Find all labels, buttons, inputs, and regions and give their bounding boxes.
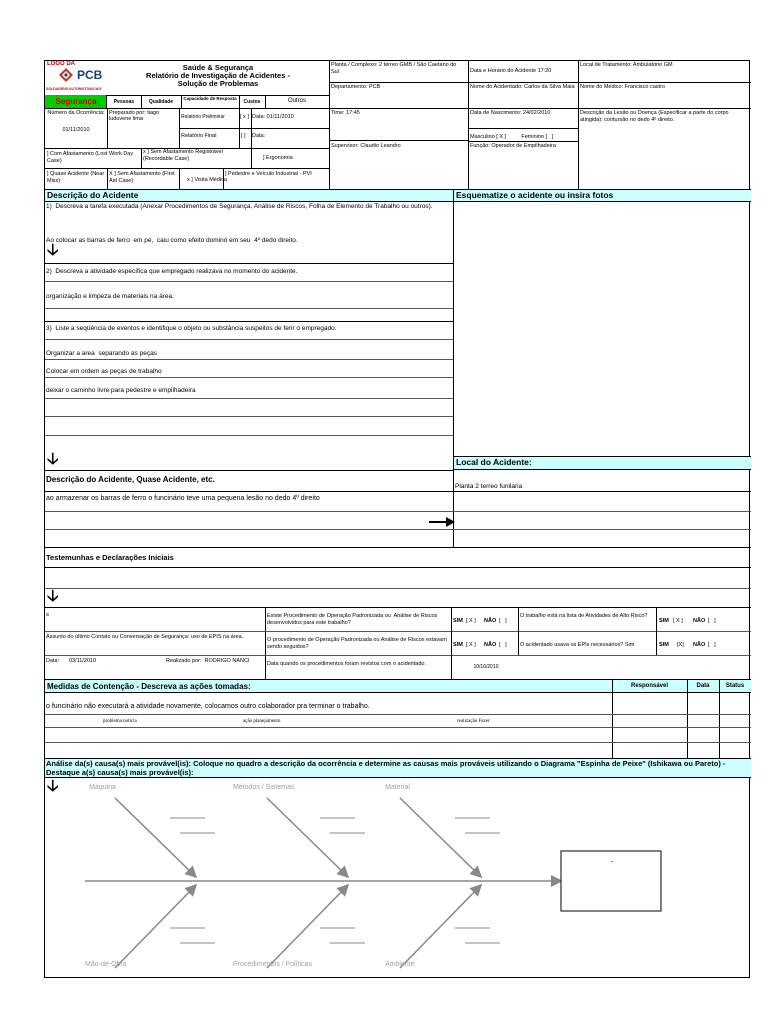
realizado-por: Realizado por: RODRIGO NANCI xyxy=(166,658,250,664)
fishbone-label-material: Material xyxy=(385,784,410,791)
pcb-logo-icon xyxy=(59,68,73,82)
sexo-selector[interactable]: Masculino [ X ] Feminino [ ] xyxy=(470,134,554,140)
fishbone-bone-maquina xyxy=(115,798,195,876)
data-nascimento: Data de Nascimento: 24/02/2010 xyxy=(470,110,551,116)
medidas-small-3: realização Fazer xyxy=(457,719,490,724)
local-acidente-value[interactable]: Planta 2 terreo funilaria xyxy=(455,483,523,490)
data-label: Data: xyxy=(46,658,60,664)
sim-mark-3[interactable]: [ X ] xyxy=(673,618,683,624)
fishbone-label-metodos: Métodos / Sistemas xyxy=(233,784,295,791)
relatorio-final-data: Data: xyxy=(252,133,266,139)
question-revistos: Data quando os procedimentos foram revistos com o acidentado. xyxy=(267,661,426,667)
question-epi: O acidentado usava os EPIs necessários? Sim xyxy=(520,642,635,648)
question-3: 3) Liste a seqüência de eventos e identifique o objeto ou substância suspeitos de ferir o empregado. xyxy=(46,325,337,332)
fishbone-bone-mao-de-obra xyxy=(115,886,195,968)
option-ergonomia[interactable]: ] Ergonomia xyxy=(263,155,293,161)
nao-label-4: NÃO xyxy=(693,642,706,648)
down-arrow-icon: 🡣 xyxy=(47,588,59,605)
logo-subtitle: SOLDAGENS AUTOMOTIVAS M.E xyxy=(46,87,102,91)
question-lista-alto-risco: O trabalho está na lista de Atividades de Alto Risco? xyxy=(520,613,648,619)
tab-capacidade[interactable]: Capacidade de Resposta xyxy=(183,96,237,101)
option-pvi[interactable]: ] Pedestre e Veículo Industrial - PVI xyxy=(225,171,312,177)
testemunhas-note: a xyxy=(46,612,49,618)
nome-acidentado: Nome do Acidentado: Carlos da Silva Maia xyxy=(470,84,575,90)
time: Time: 17:45 xyxy=(331,110,360,116)
medidas-small-1: problema noticia xyxy=(103,719,137,724)
fishbone-bone-material xyxy=(400,798,480,876)
option-near-miss[interactable]: ] Quase Acidente (Near Miss) xyxy=(47,171,106,184)
fishbone-bone-metodos xyxy=(267,798,347,876)
report-title-line2: Relatório de Investigação de Acidentes - xyxy=(146,71,290,80)
report-title-line3: Solução de Problemas xyxy=(177,79,259,88)
logo-text: PCB xyxy=(77,68,103,82)
down-arrow-icon: 🡣 xyxy=(47,778,59,795)
down-arrow-icon: 🡣 xyxy=(47,242,59,259)
numero-value: 01/11/2010 xyxy=(62,127,90,133)
option-visita-medica[interactable]: x ] Visita Médica xyxy=(187,177,227,183)
medidas-line-1[interactable]: o funcinário não executará a atividade novamente, colocamos outro colaborador pra terminar o trabalho. xyxy=(46,703,370,710)
tab-custos[interactable]: Custos xyxy=(243,99,261,105)
relatorio-preliminar-label: Relatório Preliminar xyxy=(181,114,225,120)
nome-medico: Nome do Médico: Francisco castro xyxy=(580,84,665,90)
section-testemunhas-title: Testemunhas e Declarações Iniciais xyxy=(46,553,174,562)
quase-acidente-value[interactable]: ao armazenar os barras de ferro o funcinário teve uma pequena lesão no dedo 4º direito xyxy=(46,495,320,502)
supervisor: Supervisor: Claudio Leandro xyxy=(331,143,401,149)
descricao-lesao: Descrição da Lesão ou Doença (Especificar a parte do corpo atingida): contursão no dedo 4º direito. xyxy=(580,110,731,123)
nao-label-3: NÃO xyxy=(693,618,706,624)
fishbone-bone-ambiente xyxy=(400,886,480,968)
medidas-small-2: ação planejamento xyxy=(243,719,281,724)
col-data: Data xyxy=(696,683,710,689)
question-1: 1) Descreva a tarefa executada (Anexar Procedimentos de Segurança, Análise de Riscos, Folha de Elemento de Trabalho ou outros). xyxy=(46,203,433,210)
question-2: 2) Descreva a atividade específica que empregado realizava no momento do acidente. xyxy=(46,268,298,275)
planta-complexo: Planta / Complexo: 2 térreo GMB / São Caetano do Sul xyxy=(331,62,458,75)
answer-3-line-2[interactable]: Colocar em ordem as peças de trabalho xyxy=(46,368,162,375)
data-horario-acidente: Data e Horário do Acidente 17:20 xyxy=(470,68,552,74)
assunto-conversacao: Assunto do último Contato ou Conversação de Segurança: uso de EPIS na área. xyxy=(46,634,244,640)
sim-label-1: SIM xyxy=(453,618,463,624)
down-arrow-icon: 🡣 xyxy=(47,451,59,468)
relatorio-preliminar-mark[interactable]: [ x ] xyxy=(240,114,249,120)
right-arrow-icon xyxy=(429,517,455,527)
epi-mark[interactable]: [X] xyxy=(677,642,684,648)
section-esquematize-title: Esquematize o acidente ou insira fotos xyxy=(453,189,751,202)
col-status: Status xyxy=(725,683,745,689)
nao-mark-4[interactable]: [ ] xyxy=(708,642,716,648)
section-quase-acidente-title: Descrição do Acidente, Quase Acidente, etc. xyxy=(46,475,215,484)
funcao: Função: Operador de Empilhadeira xyxy=(470,143,556,149)
sim-label-2: SIM xyxy=(453,642,463,648)
sim-label-3: SIM xyxy=(659,618,669,624)
section-medidas-title: Medidas de Contenção - Descreva as ações tomadas: xyxy=(47,682,251,691)
local-tratamento: Local de Tratamento: Ambulatório GM xyxy=(580,62,673,68)
fishbone-label-mao-de-obra: Mão-de-Obra xyxy=(85,961,127,968)
numero-label: Número da Ocorrência: xyxy=(47,110,105,116)
answer-2[interactable]: organização e limpeza de materiais na área. xyxy=(46,293,174,300)
nao-label-2: NÃO xyxy=(484,642,497,648)
tab-seguranca[interactable]: Segurança xyxy=(45,95,107,108)
sim-mark-2[interactable]: [ X ] xyxy=(466,642,476,648)
sim-mark-1[interactable]: [ X ] xyxy=(466,618,476,624)
tab-qualidade[interactable]: Qualidade xyxy=(148,99,174,105)
nao-mark-2[interactable]: [ ] xyxy=(499,642,507,648)
revistos-data: 10/16/2010 xyxy=(473,664,499,670)
option-first-aid[interactable]: X ] Sem Afastamento (First Aid Case) xyxy=(109,171,176,184)
relatorio-preliminar-data: Data: 01/11/2010 xyxy=(252,114,294,120)
nao-label-1: NÃO xyxy=(484,618,497,624)
fishbone-bone-procedimentos xyxy=(267,886,347,968)
answer-3-line-3[interactable]: deixar o caminho livre para pedestre e empilhadeira xyxy=(46,387,196,394)
nao-mark-1[interactable]: [ ] xyxy=(499,618,507,624)
fishbone-box-mark: - xyxy=(611,859,614,866)
tab-outros[interactable]: Outros xyxy=(287,98,306,104)
answer-1[interactable]: Ao colocar as barras de ferro em pé, caiu como efeito dominó em seu 4º dedo direito. xyxy=(46,237,298,244)
ishikawa-diagram xyxy=(45,778,751,978)
data-value: 03/11/2010 xyxy=(69,658,97,664)
nao-mark-3[interactable]: [ ] xyxy=(708,618,716,624)
preparado-por: Preparado por: tiago luduvene lima xyxy=(109,110,161,122)
section-analise-title: Análise da(s) causa(s) mais provável(is): Coloque no quadro a descrição da ocorrência e determine as causas mais prováveis utilizando o Diagrama "Espinha de Peixe" (Ishikawa ou Pareto) - Destaque a(s) causa(s) mais provável(is): xyxy=(46,759,728,777)
fishbone-label-maquina: Máquina xyxy=(89,784,116,791)
logo-tag: LOGO DA xyxy=(47,61,75,67)
option-lost-work-day[interactable]: ] Com Afastamento (Lost Work Day Case) xyxy=(47,151,135,164)
logo-box xyxy=(45,61,107,95)
answer-3-line-1[interactable]: Organizar a area separando as peças xyxy=(46,350,157,357)
col-responsavel: Responsável xyxy=(630,683,669,689)
fishbone-label-ambiente: Ambiente xyxy=(385,961,415,968)
tab-pessoas[interactable]: Pessoas xyxy=(113,99,135,105)
relatorio-final-mark[interactable]: [ ] xyxy=(241,133,246,139)
relatorio-final-label: Relatório Final xyxy=(181,133,217,139)
option-recordable[interactable]: x ] Sem Afastamento Registrável (Recordable Case) xyxy=(143,149,225,162)
sim-label-4: SIM xyxy=(659,642,669,648)
departamento: Departamento: PCB xyxy=(331,84,381,90)
question-seguidos: O procedimento de Operação Padronizada ou Análise de Riscos estavam sendo seguidos? xyxy=(267,637,449,650)
section-local-title: Local do Acidente: xyxy=(453,456,751,470)
report-sheet xyxy=(44,60,750,978)
question-procedimento: Existe Procedimento de Operação Padronizada ou Análise de Riscos desenvolvidos para este trabalho? xyxy=(267,613,439,626)
section-descricao-title: Descrição do Acidente xyxy=(45,189,453,202)
fishbone-label-procedimentos: Procedimentos / Políticas xyxy=(233,961,312,968)
report-title-line1: Saúde & Segurança xyxy=(182,63,254,72)
